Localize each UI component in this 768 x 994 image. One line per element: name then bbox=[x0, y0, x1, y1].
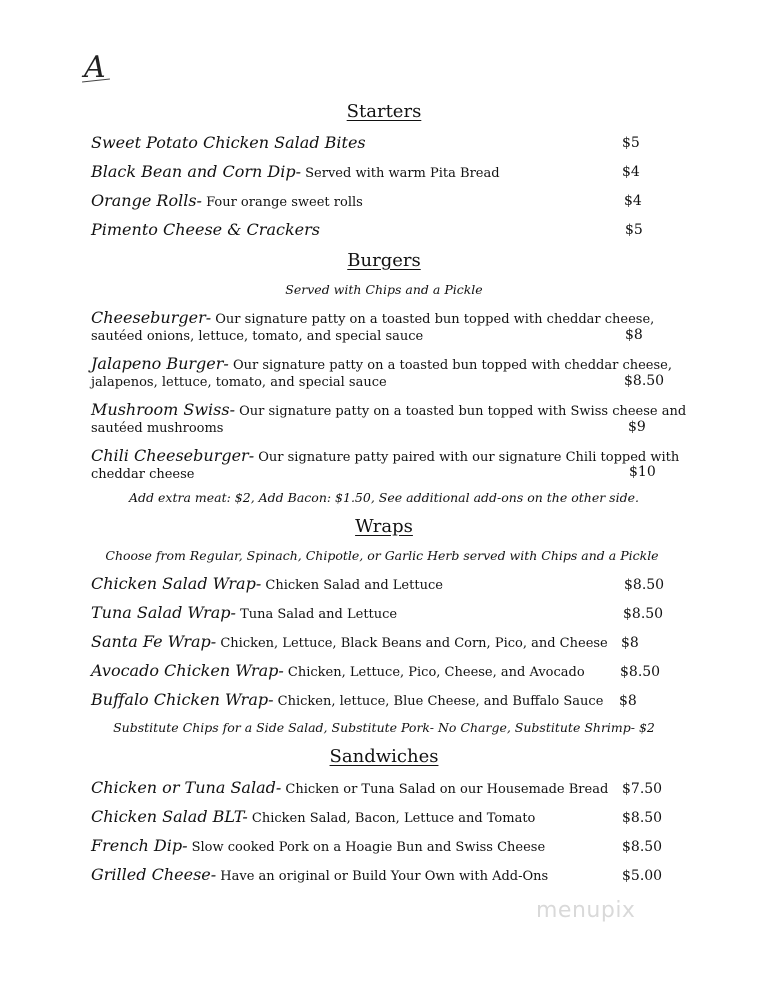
item-price: $7.50 bbox=[622, 781, 663, 797]
item-name: Buffalo Chicken Wrap- bbox=[91, 690, 274, 709]
menu-item bbox=[91, 447, 691, 483]
item-description: Our signature patty paired with our signature Chili topped with bbox=[258, 450, 680, 465]
section-subtitle: Choose from Regular, Spinach, Chipotle, or Garlic Herb served with Chips and a Pickle bbox=[105, 548, 659, 563]
menu-item bbox=[91, 575, 691, 594]
item-description: Slow cooked Pork on a Hoagie Bun and Swiss Cheese bbox=[191, 840, 546, 855]
section-title-starters: Starters bbox=[346, 101, 422, 122]
menu-item bbox=[91, 837, 691, 856]
item-description-cont: sautéed mushrooms bbox=[91, 421, 224, 436]
item-name: Mushroom Swiss- bbox=[91, 400, 235, 419]
section-note: Substitute Chips for a Side Salad, Substitute Pork- No Charge, Substitute Shrimp- $2 bbox=[113, 720, 655, 735]
menu-item bbox=[91, 221, 691, 240]
item-name: Orange Rolls- bbox=[91, 191, 202, 210]
item-price: $8 bbox=[621, 635, 639, 651]
item-description: Our signature patty on a toasted bun topped with cheddar cheese, bbox=[232, 358, 672, 373]
item-price: $4 bbox=[622, 164, 640, 180]
menu-item bbox=[91, 662, 691, 681]
item-name: Grilled Cheese- bbox=[91, 865, 217, 884]
menu-item bbox=[91, 866, 691, 885]
item-price: $5 bbox=[625, 222, 643, 238]
restaurant-logo: A bbox=[84, 50, 106, 85]
item-description: Served with warm Pita Bread bbox=[305, 166, 500, 181]
menu-item bbox=[91, 604, 691, 623]
menu-item bbox=[91, 808, 691, 827]
item-price: $9 bbox=[628, 419, 646, 435]
item-price: $8.50 bbox=[624, 373, 665, 389]
item-description-cont: sautéed onions, lettuce, tomato, and special sauce bbox=[91, 329, 424, 344]
item-name: Black Bean and Corn Dip- bbox=[91, 162, 301, 181]
item-description: Four orange sweet rolls bbox=[206, 195, 363, 210]
section-note: Add extra meat: $2, Add Bacon: $1.50, See additional add-ons on the other side. bbox=[129, 490, 639, 505]
menu-item bbox=[91, 779, 691, 798]
item-name: Sweet Potato Chicken Salad Bites bbox=[91, 133, 366, 152]
section-title-sandwiches: Sandwiches bbox=[329, 746, 439, 767]
menupix-watermark: menupix bbox=[536, 898, 636, 923]
item-description: Have an original or Build Your Own with Add-Ons bbox=[220, 869, 549, 884]
item-name: Chili Cheeseburger- bbox=[91, 446, 255, 465]
item-price: $8 bbox=[625, 327, 643, 343]
item-name: Santa Fe Wrap- bbox=[91, 632, 217, 651]
item-price: $8.50 bbox=[622, 810, 663, 826]
item-name: Chicken Salad BLT- bbox=[91, 807, 248, 826]
item-price: $8.50 bbox=[623, 606, 664, 622]
item-price: $5 bbox=[622, 135, 640, 151]
item-price: $4 bbox=[624, 193, 642, 209]
item-name: Chicken or Tuna Salad- bbox=[91, 778, 282, 797]
item-description: Tuna Salad and Lettuce bbox=[240, 607, 398, 622]
menu-item bbox=[91, 134, 691, 153]
item-name: Pimento Cheese & Crackers bbox=[91, 220, 320, 239]
menu-item bbox=[91, 355, 691, 391]
menu-item bbox=[91, 691, 691, 710]
section-title-burgers: Burgers bbox=[347, 250, 421, 271]
item-description: Chicken, lettuce, Blue Cheese, and Buffalo Sauce bbox=[277, 694, 604, 709]
menu-item bbox=[91, 633, 691, 652]
item-name: Jalapeno Burger- bbox=[91, 354, 229, 373]
item-price: $8 bbox=[619, 693, 637, 709]
section-subtitle: Served with Chips and a Pickle bbox=[285, 282, 483, 297]
item-price: $8.50 bbox=[620, 664, 661, 680]
item-name: Cheeseburger- bbox=[91, 308, 212, 327]
item-name: Chicken Salad Wrap- bbox=[91, 574, 262, 593]
item-price: $8.50 bbox=[624, 577, 665, 593]
item-description: Chicken Salad and Lettuce bbox=[265, 578, 443, 593]
item-name: Tuna Salad Wrap- bbox=[91, 603, 236, 622]
menu-item bbox=[91, 192, 691, 211]
item-price: $5.00 bbox=[622, 868, 663, 884]
section-title-wraps: Wraps bbox=[355, 516, 413, 537]
item-description: Chicken, Lettuce, Black Beans and Corn, Pico, and Cheese bbox=[220, 636, 608, 651]
item-price: $10 bbox=[629, 464, 656, 480]
item-price: $8.50 bbox=[622, 839, 663, 855]
item-description: Chicken, Lettuce, Pico, Cheese, and Avocado bbox=[287, 665, 585, 680]
item-description: Chicken Salad, Bacon, Lettuce and Tomato bbox=[251, 811, 536, 826]
item-description: Our signature patty on a toasted bun topped with Swiss cheese and bbox=[239, 404, 687, 419]
item-description: Our signature patty on a toasted bun topped with cheddar cheese, bbox=[215, 312, 655, 327]
item-name: Avocado Chicken Wrap- bbox=[91, 661, 284, 680]
menu-item bbox=[91, 163, 691, 182]
item-description-cont: jalapenos, lettuce, tomato, and special sauce bbox=[91, 375, 387, 390]
item-name: French Dip- bbox=[91, 836, 188, 855]
item-description: Chicken or Tuna Salad on our Housemade Bread bbox=[285, 782, 609, 797]
item-description-cont: cheddar cheese bbox=[91, 467, 195, 482]
menu-item bbox=[91, 309, 691, 345]
menu-item bbox=[91, 401, 691, 437]
